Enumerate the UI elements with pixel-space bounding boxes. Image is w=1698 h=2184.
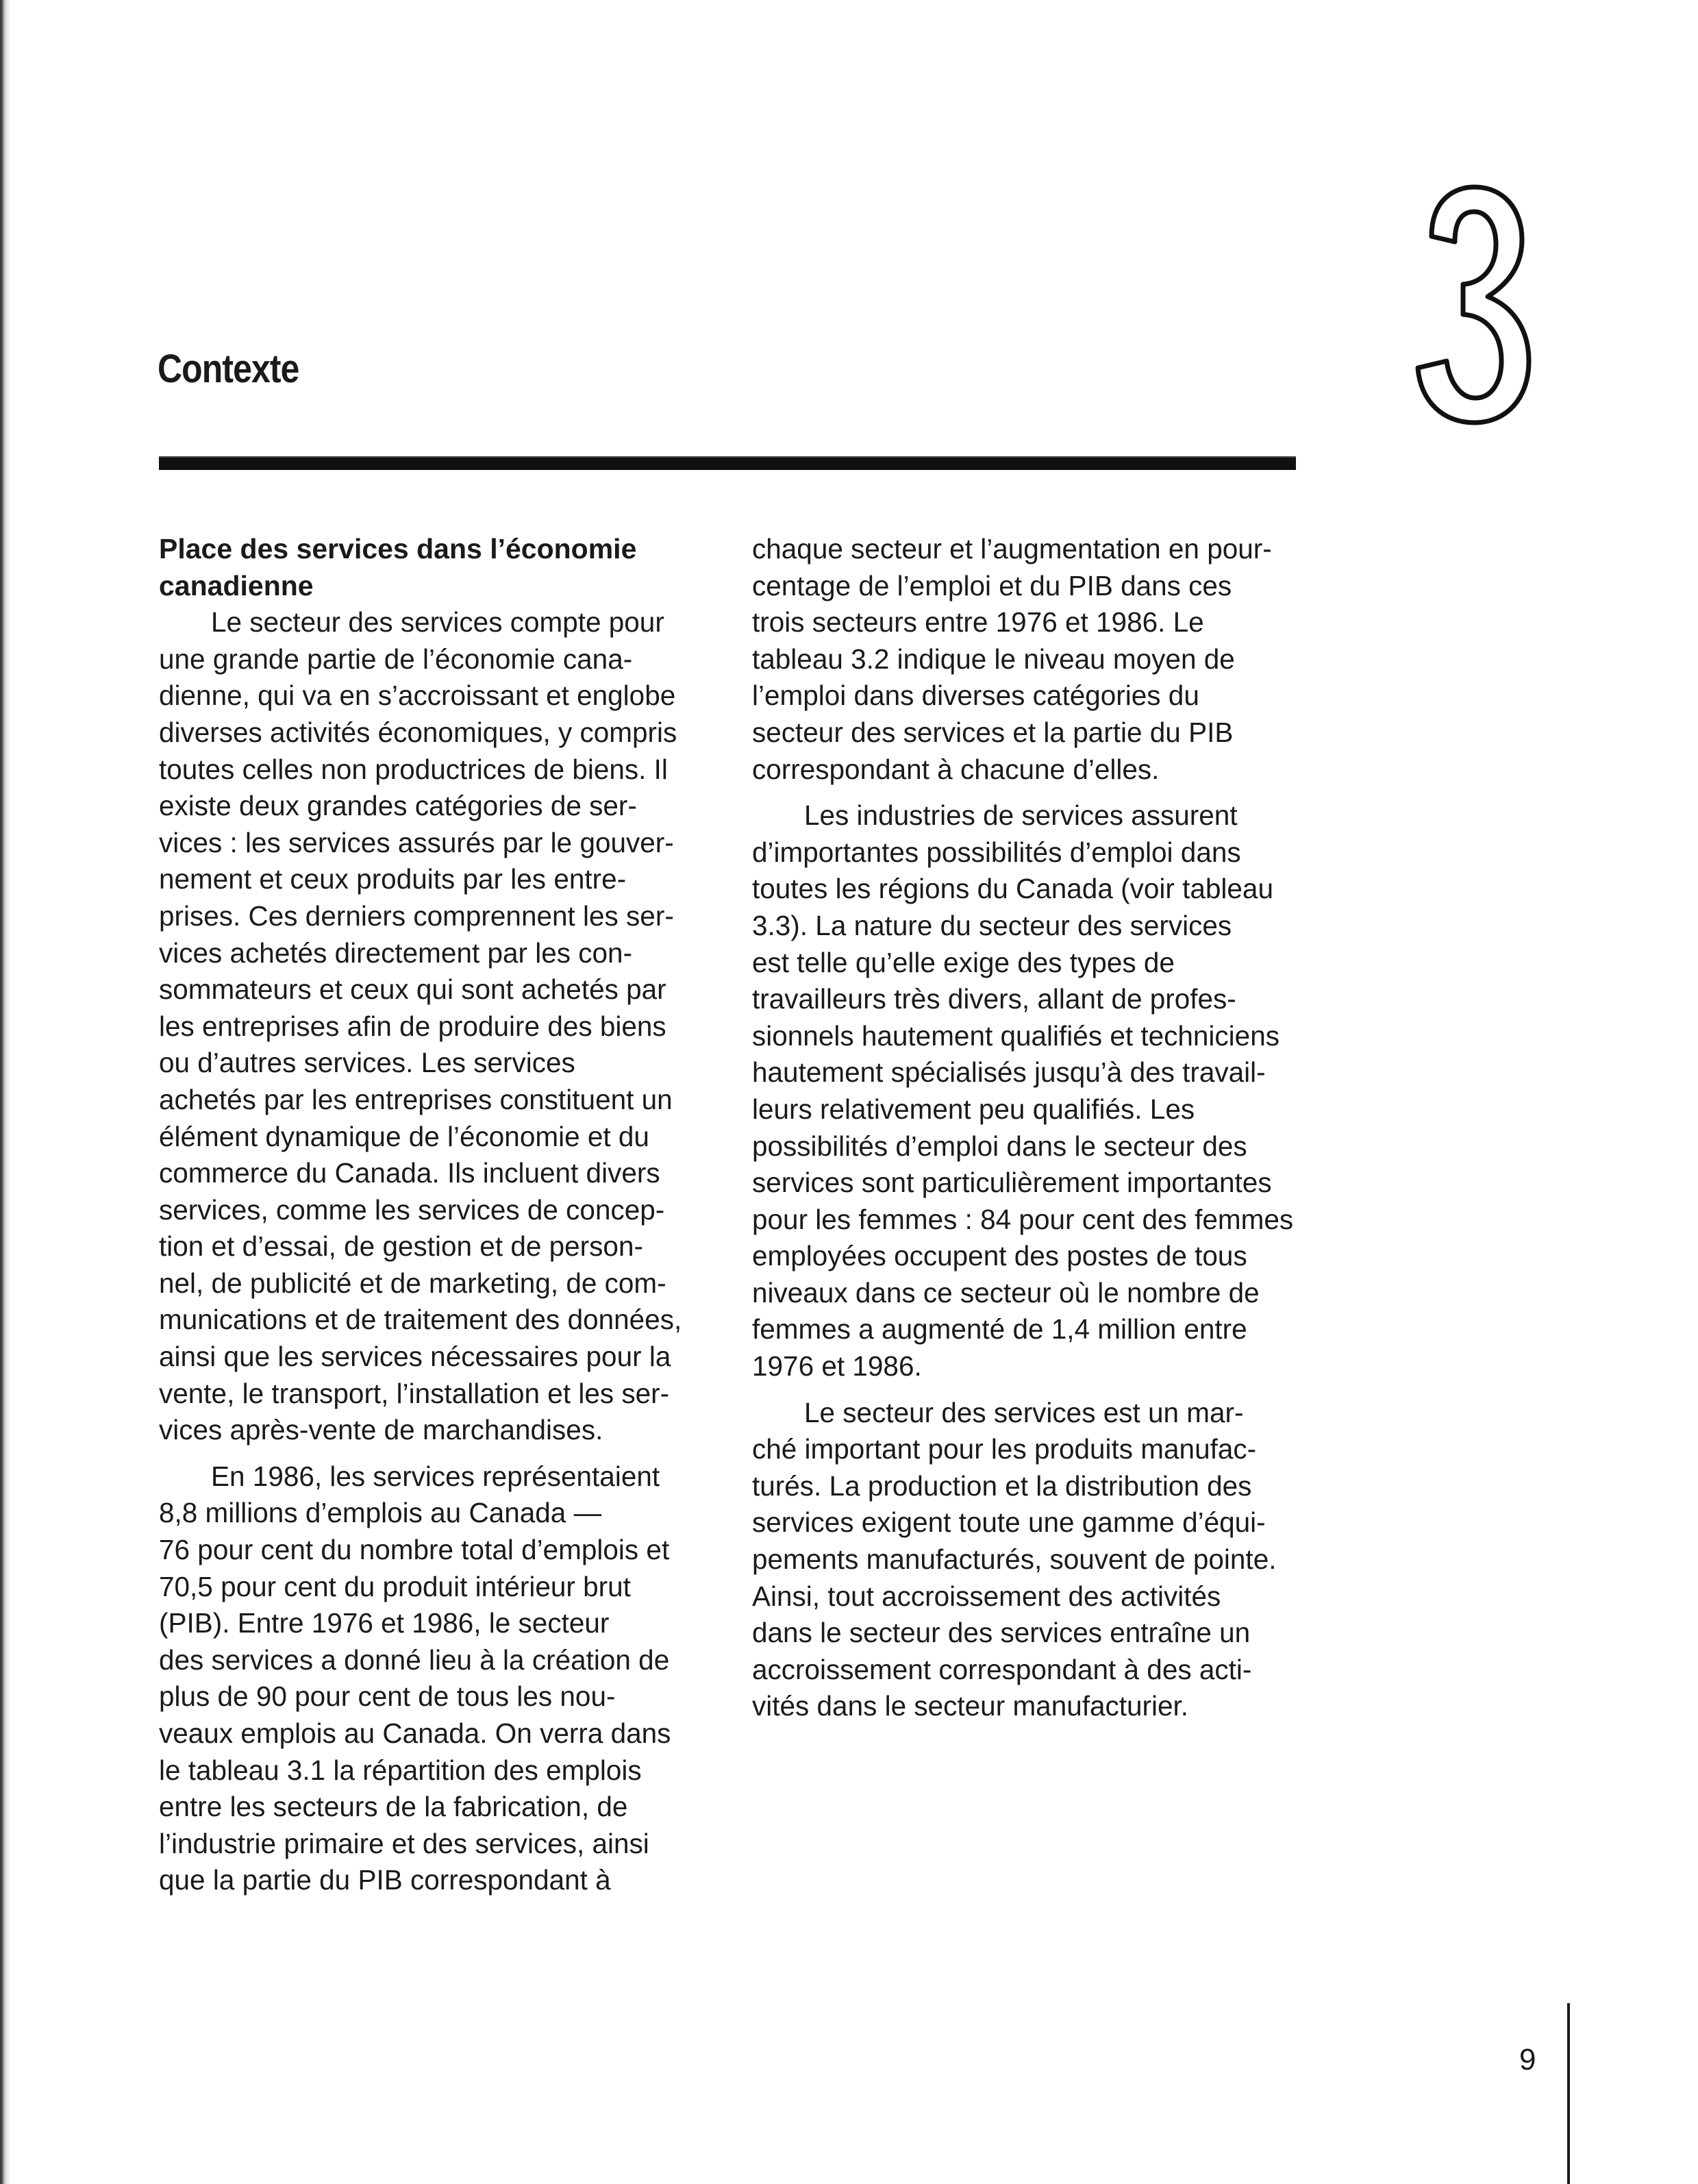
chapter-title: Contexte <box>158 347 299 391</box>
paragraph: Les industries de services assurent d’importantes possibilités d’emploi dans toutes les régions du Canada (voir tableau 3.3). La nature du secteur des services est telle qu’elle exige des types de travailleurs très divers, allant de profes- sionnels hautement qualifiés et techniciens hautement spécialisés jusqu’à des travail- leurs relativement peu qualifiés. Les possibilités d’emploi dans le secteur des services sont particulièrement importantes pour les femmes : 84 pour cent des femmes employées occupent des postes de tous niveaux dans ce secteur où le nombre de femmes a augmenté de 1,4 million entre 1976 et 1986. <box>752 799 1294 1382</box>
section-heading: Place des services dans l’économie canadienne <box>159 533 637 601</box>
paragraph: chaque secteur et l’augmentation en pour- centage de l’emploi et du PIB dans ces trois secteurs entre 1976 et 1986. Le tableau 3.2 indique le niveau moyen de l’emploi dans diverses catégories du secteur des services et la partie du PIB correspondant à chacune d’elles. <box>752 533 1272 785</box>
chapter-number <box>1411 182 1534 428</box>
paragraph: En 1986, les services représentaient 8,8 millions d’emplois au Canada — 76 pour cent du nombre total d’emplois et 70,5 pour cent du produit intérieur brut (PIB). Entre 1976 et 1986, le secteur des services a donné lieu à la création de plus de 90 pour cent de tous les nou- veaux emplois au Canada. On verra dans le tableau 3.1 la répartition des emplois entre les secteurs de la fabrication, de l’industrie primaire et des services, ainsi que la partie du PIB correspondant à <box>159 1460 671 1896</box>
chapter-number-glyph <box>1411 182 1534 428</box>
title-rule <box>159 456 1296 470</box>
page-number: 9 <box>1519 2043 1536 2076</box>
margin-bar <box>1567 2003 1570 2184</box>
scan-edge <box>0 0 11 2184</box>
paragraph: Le secteur des services est un mar- ché important pour les produits manufac- turés. La production et la distribution des services exigent toute une gamme d’équi- pements manufacturés, souvent de pointe. Ainsi, tout accroissement des activités dans le secteur des services entraîne un accroissement correspondant à des acti- vités dans le secteur manufacturier. <box>752 1396 1277 1722</box>
right-column <box>752 531 1327 1725</box>
paragraph: Le secteur des services compte pour une grande partie de l’économie cana- dienne, qui va en s’accroissant et englobe diverses activités économiques, y compris toutes celles non productrices de biens. Il existe deux grandes catégories de ser- vices : les services assurés par le gouver- nement et ceux produits par les entre- prises. Ces derniers comprennent les ser- vices achetés directement par les con- sommateurs et ceux qui sont achetés par les entreprises afin de produire des biens ou d’autres services. Les services achetés par les entreprises constituent un élément dynamique de l’économie et du commerce du Canada. Ils incluent divers services, comme les services de concep- tion et d’essai, de gestion et de person- nel, de publicité et de marketing, de com- munications et de traitement des données, ainsi que les services nécessaires pour la vente, le transport, l’installation et les ser- vices après-vente de marchandises. <box>159 606 682 1446</box>
left-column <box>159 531 734 1899</box>
